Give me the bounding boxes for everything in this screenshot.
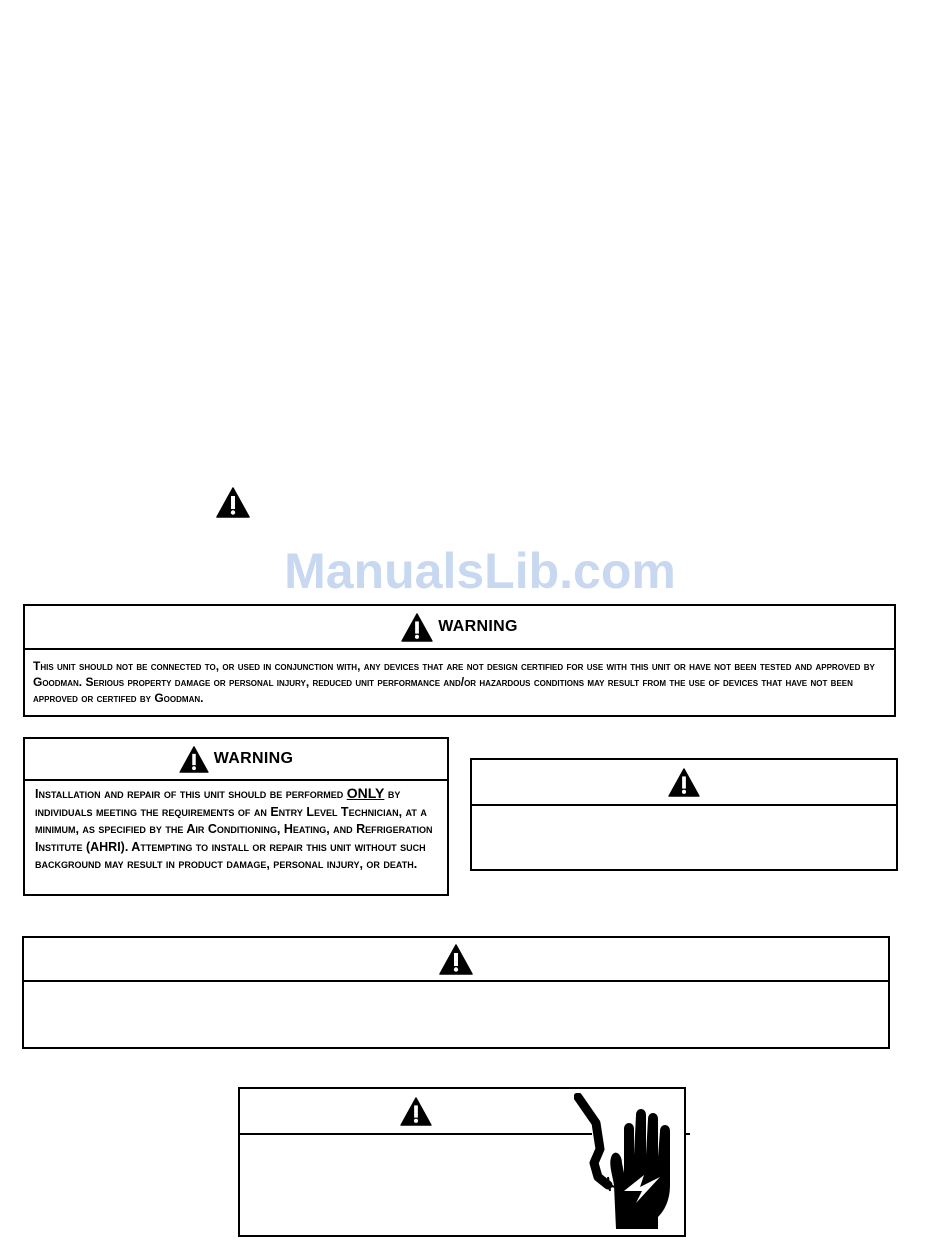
- warning-emphasis: ONLY: [346, 785, 385, 801]
- warning-text: This unit should not be connected to, or used in conjunction with, any devices that are not design certified for use with this unit or have not been tested and approved by Goodman. Serious property damage or personal injury, reduced unit performance and/or hazardous conditions may result from the use of devices that have not been approved or certifed by Goodman.: [33, 659, 875, 705]
- warning-header: [25, 606, 894, 650]
- warning-text: [25, 781, 447, 874]
- header-divider: [240, 1133, 592, 1135]
- electrical-shock-hand-icon: [574, 1093, 686, 1237]
- warning-triangle-icon: [216, 487, 250, 518]
- warning-triangle-icon: [179, 746, 209, 773]
- warning-text-start: Installation and repair of this unit should be performed: [35, 787, 347, 801]
- warning-triangle-icon: [401, 613, 433, 642]
- warning-label: WARNING: [438, 618, 518, 635]
- warning-label: WARNING: [213, 750, 294, 767]
- electrical-hazard-box: [238, 1087, 686, 1237]
- caution-box-wide: [22, 936, 890, 1049]
- watermark: ManualsLib.com: [284, 543, 676, 599]
- warning-box-top: [23, 604, 896, 717]
- warning-text-end: by individuals meeting the requirements of an Entry Level Technician, at a minimum, as specified by the Air Conditioning, Heating, and Refrigeration Institute (AHRI). Attempting to install or repair this unit without such background may result in product damage, personal injury, or death.: [35, 787, 433, 871]
- caution-header: [472, 760, 896, 806]
- warning-triangle-icon: [400, 1097, 432, 1126]
- warning-box-technician: [23, 737, 449, 896]
- caution-header: [24, 938, 888, 982]
- warning-header: [25, 739, 447, 781]
- caution-box-right: [470, 758, 898, 871]
- edge-tick: [684, 1133, 690, 1135]
- warning-triangle-icon: [439, 944, 473, 975]
- warning-triangle-icon: [668, 768, 700, 797]
